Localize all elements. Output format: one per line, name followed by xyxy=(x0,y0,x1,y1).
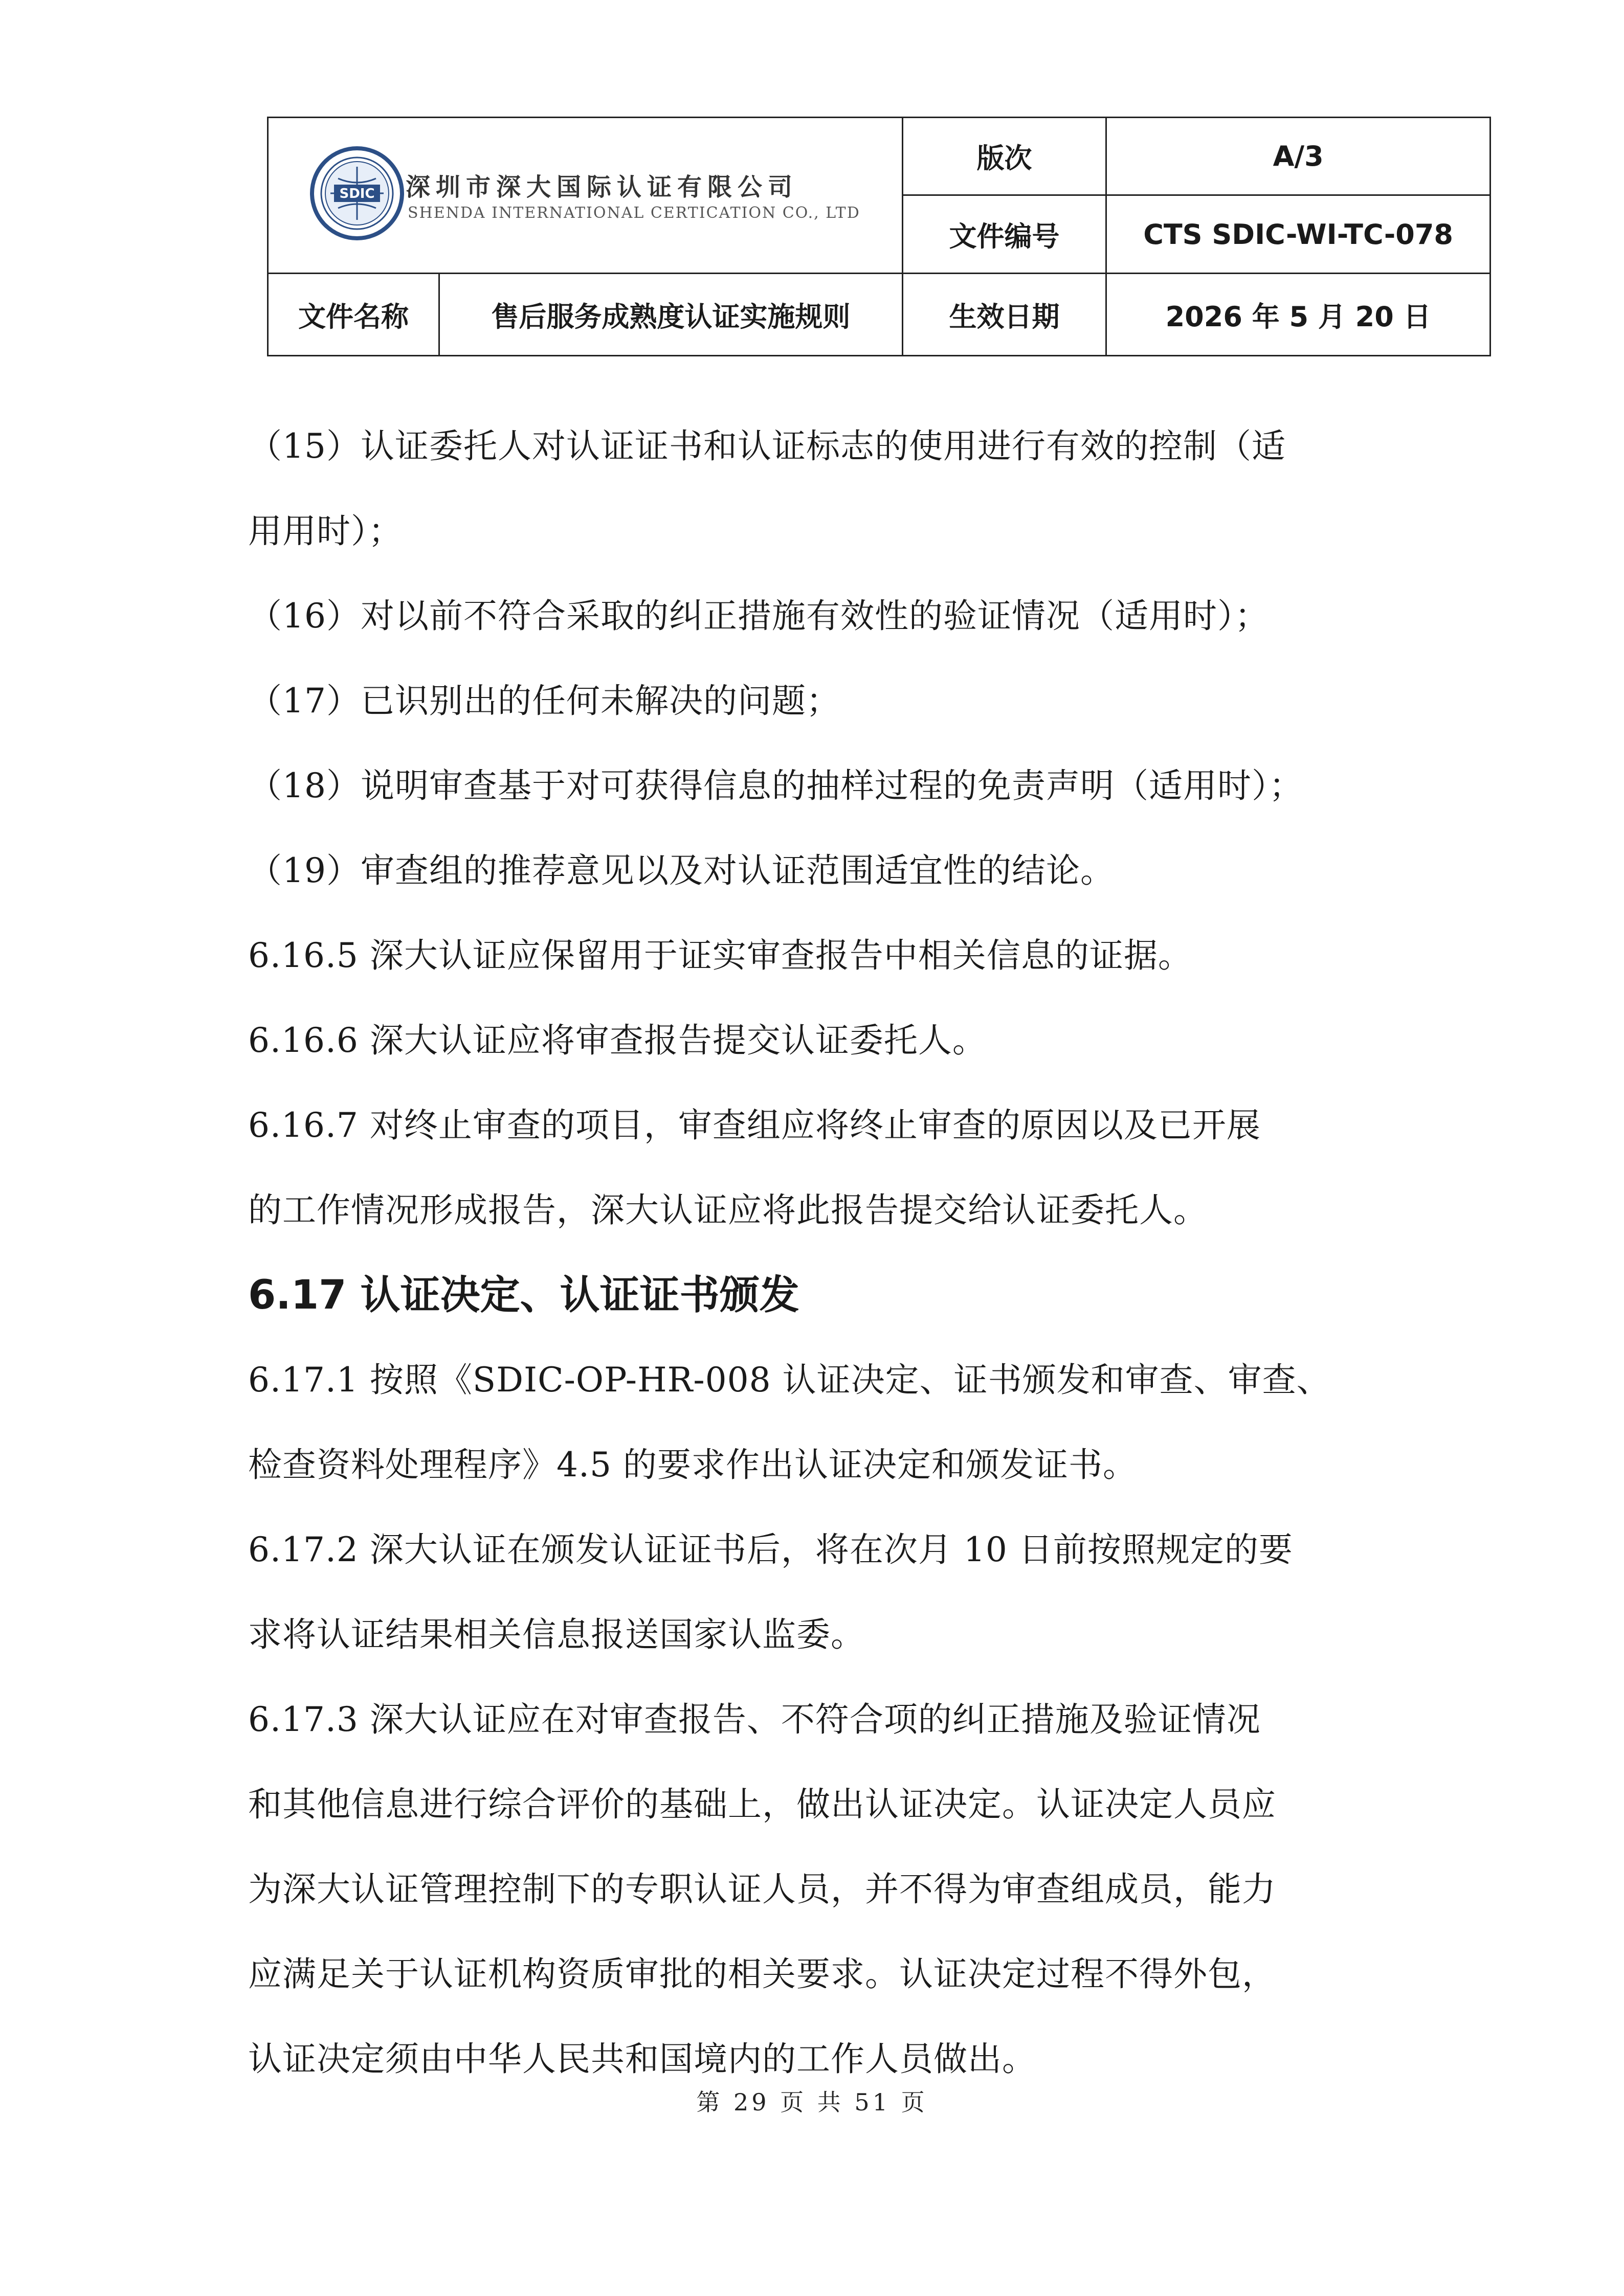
document-body xyxy=(248,404,1394,2102)
body-line: 6.17.2 深大认证在颁发认证证书后，将在次月 10 日前按照规定的要 xyxy=(248,1530,1293,1569)
doc-number-value: CTS SDIC-WI-TC-078 xyxy=(1106,195,1490,274)
body-line: 6.16.6 深大认证应将审查报告提交认证委托人。 xyxy=(248,1021,987,1060)
body-line: （18）说明审查基于对可获得信息的抽样过程的免责声明（适用时）； xyxy=(248,766,1303,805)
version-value: A/3 xyxy=(1106,118,1490,195)
company-name-en: SHENDA INTERNATIONAL CERTICATION CO., LTD xyxy=(408,204,860,222)
body-line: 和其他信息进行综合评价的基础上，做出认证决定。认证决定人员应 xyxy=(248,1785,1276,1824)
body-line: 用用时）； xyxy=(248,511,403,551)
body-line: 6.16.7 对终止审查的项目，审查组应将终止审查的原因以及已开展 xyxy=(248,1106,1261,1145)
page-number: 第 29 页 共 51 页 xyxy=(696,2088,928,2116)
section-heading: 6.17 认证决定、认证证书颁发 xyxy=(248,1272,799,1318)
company-seal-icon xyxy=(308,145,406,242)
doc-name-value: 售后服务成熟度认证实施规则 xyxy=(439,274,902,356)
effective-date-value: 2026 年 5 月 20 日 xyxy=(1106,274,1490,356)
body-line: 6.17.1 按照《SDIC-OP-HR-008 认证决定、证书颁发和审查、审查、 xyxy=(248,1360,1331,1400)
doc-name-label: 文件名称 xyxy=(268,274,439,356)
body-line: 应满足关于认证机构资质审批的相关要求。认证决定过程不得外包， xyxy=(248,1954,1276,1994)
body-line: 的工作情况形成报告，深大认证应将此报告提交给认证委托人。 xyxy=(248,1190,1208,1230)
body-line: 6.17.3 深大认证应在对审查报告、不符合项的纠正措施及验证情况 xyxy=(248,1700,1261,1739)
company-logo xyxy=(308,145,948,252)
body-line: 认证决定须由中华人民共和国境内的工作人员做出。 xyxy=(248,2039,1036,2079)
logo-text: SDIC xyxy=(339,186,375,201)
body-line: 为深大认证管理控制下的专职认证人员，并不得为审查组成员，能力 xyxy=(248,1870,1276,1909)
company-logo-cell xyxy=(268,118,903,274)
body-line: （16）对以前不符合采取的纠正措施有效性的验证情况（适用时）； xyxy=(248,596,1269,636)
body-line: （19）审查组的推荐意见以及对认证范围适宜性的结论。 xyxy=(248,851,1115,890)
doc-number-label: 文件编号 xyxy=(902,195,1106,274)
document-header-table xyxy=(267,117,1491,356)
company-name-cn: 深圳市深大国际认证有限公司 xyxy=(406,173,798,201)
version-label: 版次 xyxy=(902,118,1106,195)
body-line: 求将认证结果相关信息报送国家认监委。 xyxy=(248,1615,865,1654)
body-line: 6.16.5 深大认证应保留用于证实审查报告中相关信息的证据。 xyxy=(248,936,1192,975)
effective-date-label: 生效日期 xyxy=(902,274,1106,356)
body-line: （15）认证委托人对认证证书和认证标志的使用进行有效的控制（适 xyxy=(248,426,1286,466)
body-line: 检查资料处理程序》4.5 的要求作出认证决定和颁发证书。 xyxy=(248,1445,1137,1484)
body-line: （17）已识别出的任何未解决的问题； xyxy=(248,681,840,721)
